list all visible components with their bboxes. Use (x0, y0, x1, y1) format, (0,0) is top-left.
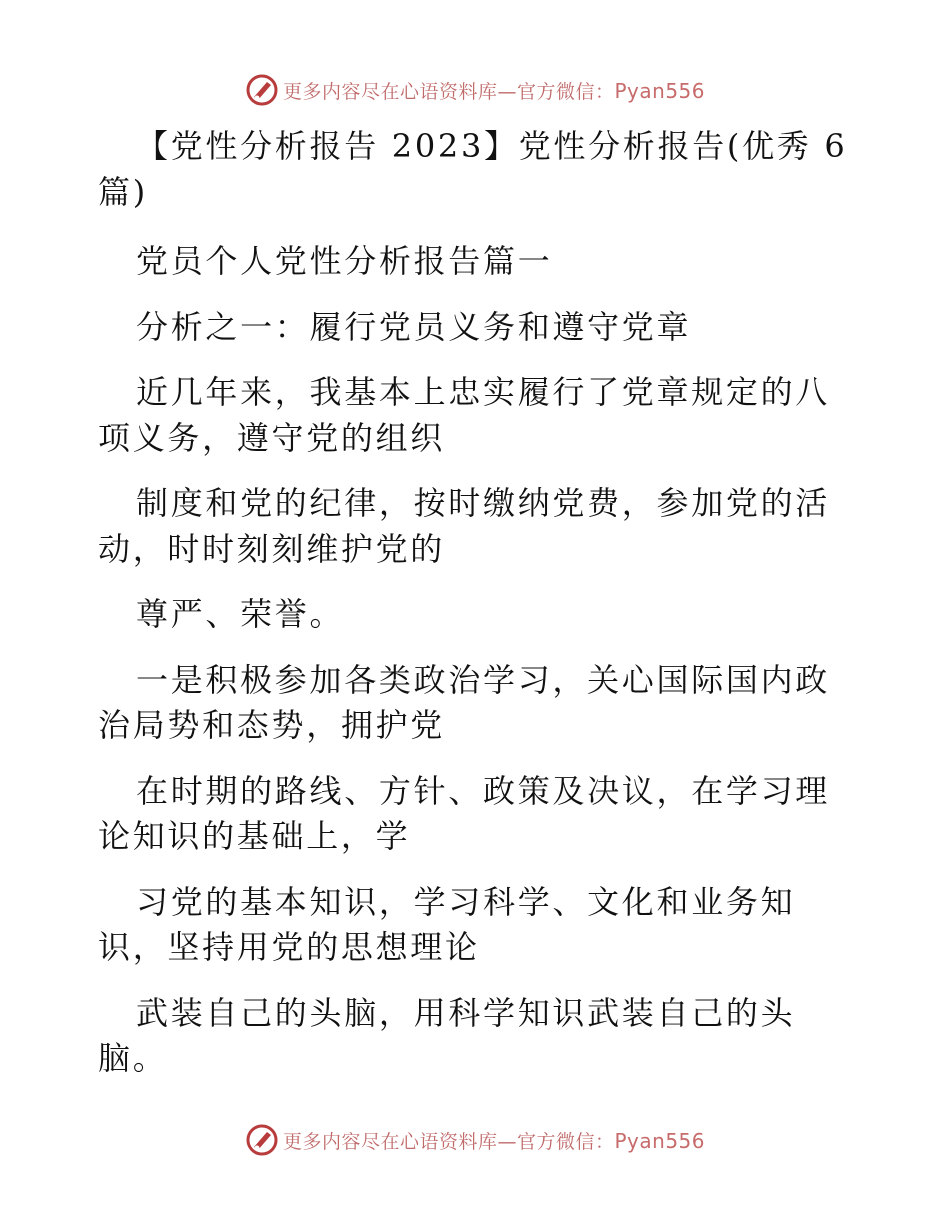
paragraph: 分析之一：履行党员义务和遵守党章 (136, 307, 692, 346)
paragraph: 尊严、荣誉。 (136, 595, 345, 633)
paragraph: 习党的基本知识，学习科学、文化和业务知识，坚持用党的思想理论 (98, 882, 796, 966)
watermark-text: 更多内容尽在心语资料库—官方微信：Pyan556 (282, 1128, 706, 1153)
pen-logo-icon (245, 73, 279, 107)
watermark-id: Pyan556 (614, 78, 706, 103)
paragraph: 近几年来，我基本上忠实履行了党章规定的八项义务，遵守党的组织 (98, 373, 831, 457)
paragraph: 党员个人党性分析报告篇一 (136, 242, 553, 280)
paragraph: 制度和党的纪律，按时缴纳党费，参加党的活动，时时刻刻维护党的 (98, 484, 831, 568)
watermark-id: Pyan556 (614, 1128, 706, 1153)
paragraph: 在时期的路线、方针、政策及决议，在学习理论知识的基础上，学 (98, 771, 831, 855)
document-title: 【党性分析报告 2023】党性分析报告(优秀 6 篇) (98, 127, 848, 211)
footer-watermark (0, 1120, 950, 1160)
paragraph: 一是积极参加各类政治学习，关心国际国内政治局势和态势，拥护党 (98, 660, 831, 744)
watermark-text: 更多内容尽在心语资料库—官方微信：Pyan556 (282, 78, 706, 103)
paragraph: 武装自己的头脑，用科学知识武装自己的头脑。 (98, 993, 796, 1077)
header-watermark (0, 70, 950, 110)
pen-logo-icon (245, 1123, 279, 1157)
document-body (98, 124, 858, 1082)
